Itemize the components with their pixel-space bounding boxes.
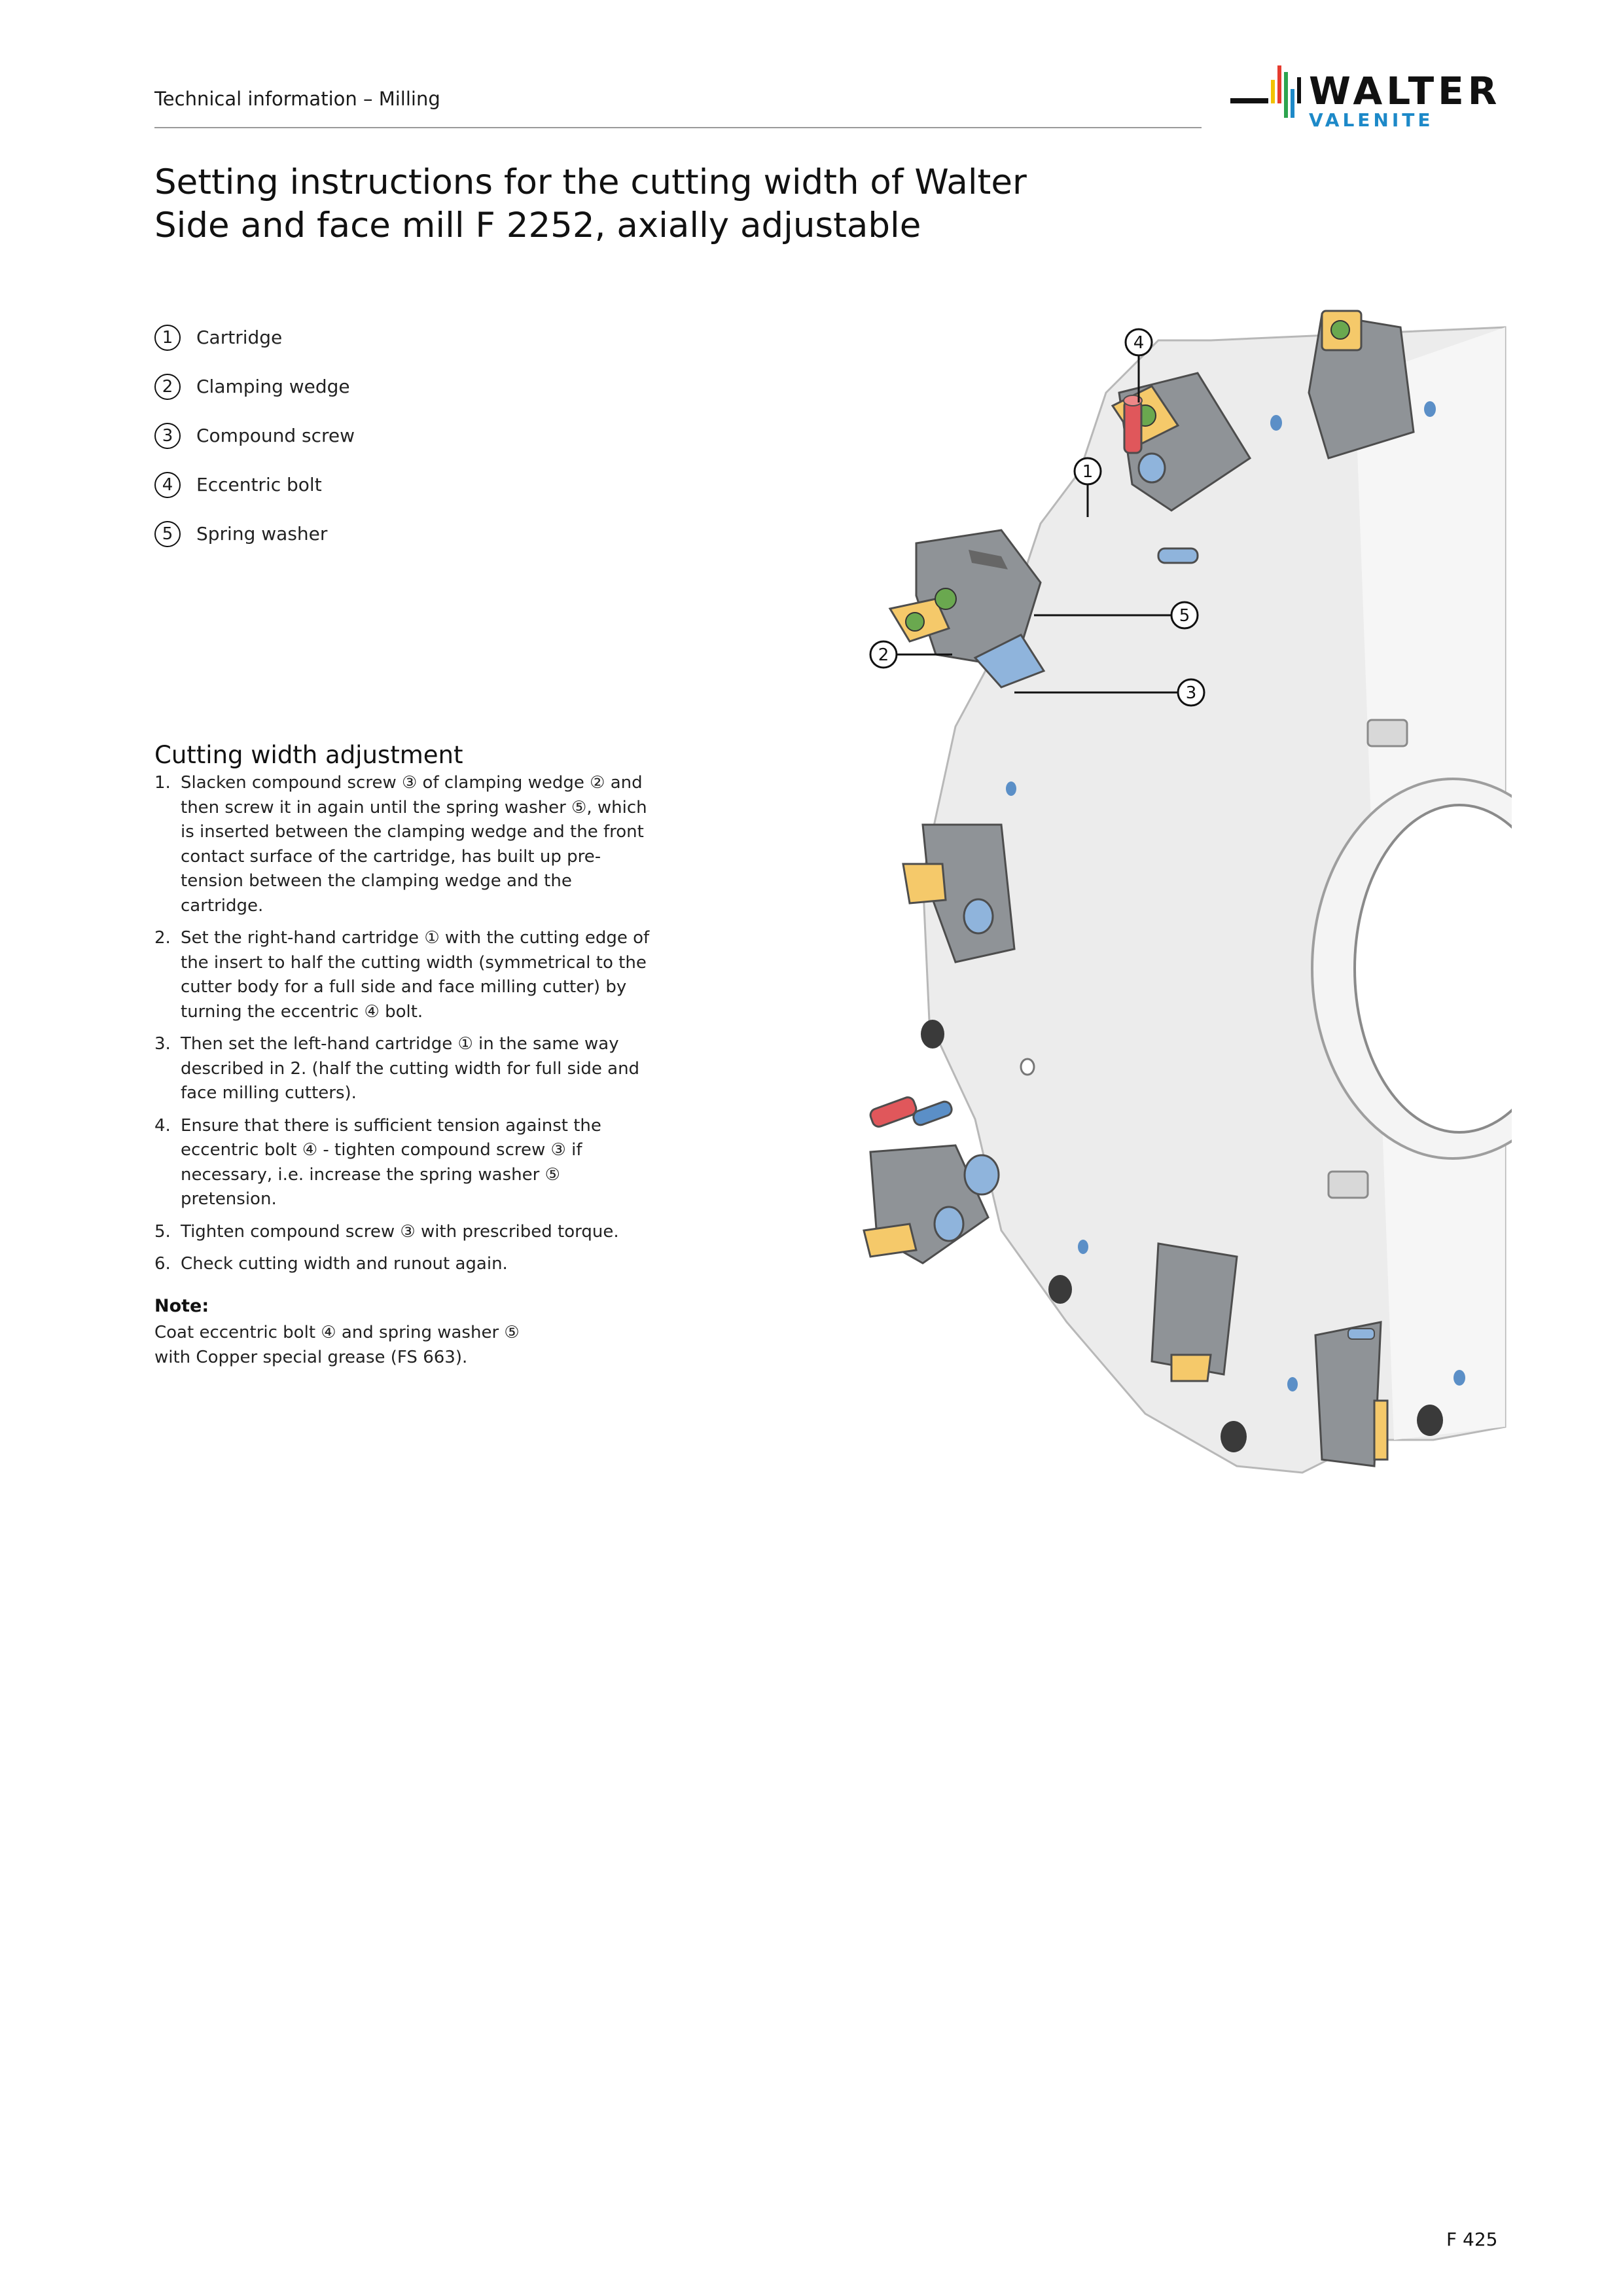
page-number: F 425 [1446, 2229, 1498, 2250]
section-title: Cutting width adjustment [154, 741, 463, 769]
callout-5 [1171, 602, 1198, 628]
legend-number: 1 [154, 325, 181, 351]
header-divider [154, 127, 1202, 128]
cartridge-exploded [890, 530, 1044, 687]
step-text: Ensure that there is sufficient tension against the eccentric bolt ④ - tighten compound screw ③ if necessary, i.e. increase the spring washer ⑤ pretension. [181, 1115, 601, 1209]
parts-legend [154, 313, 355, 558]
keyway-bottom [1329, 1172, 1368, 1198]
legend-number: 4 [154, 472, 181, 498]
callout-4 [1126, 329, 1152, 355]
step-number: 1. [154, 773, 171, 793]
walter-valenite-logo [1230, 60, 1505, 134]
callout-2 [870, 641, 897, 668]
page-title: Setting instructions for the cutting width of Walter Side and face mill F 2252, axially adjustable [154, 162, 1027, 245]
step-text: Then set the left-hand cartridge ① in the same way described in 2. (half the cutting width for full side and face milling cutters). [181, 1034, 640, 1103]
callout-1 [1075, 458, 1101, 484]
callout-number: 3 [1185, 683, 1197, 703]
note-title: Note: [154, 1296, 209, 1316]
instruction-step [154, 1220, 652, 1245]
step-text: Tighten compound screw ③ with prescribed torque. [181, 1221, 619, 1242]
legend-number: 2 [154, 374, 181, 400]
step-number: 2. [154, 928, 171, 948]
instruction-step [154, 771, 652, 918]
callout-number: 5 [1179, 606, 1190, 626]
legend-label: Clamping wedge [196, 376, 350, 397]
callout-number: 4 [1133, 333, 1145, 353]
step-text: Slacken compound screw ③ of clamping wedge ② and then screw it in again until the spring washer ⑤, which is inserted between the clamping wedge and the front contact surface of the cartridge, has built up pre-tension between the clamping wedge and the cartridge. [181, 773, 647, 916]
legend-label: Compound screw [196, 425, 355, 446]
step-number: 5. [154, 1221, 171, 1242]
logo-bars-icon [1230, 60, 1309, 134]
step-number: 6. [154, 1254, 171, 1274]
legend-label: Spring washer [196, 523, 328, 545]
instruction-step [154, 1114, 652, 1212]
legend-item-spring-washer [154, 509, 355, 558]
step-number: 3. [154, 1034, 171, 1054]
side-and-face-mill-illustration [805, 301, 1512, 1499]
step-number: 4. [154, 1115, 171, 1136]
callout-number: 2 [878, 645, 889, 665]
instruction-step [154, 926, 652, 1024]
cartridge-top-right [1309, 311, 1414, 458]
legend-item-eccentric-bolt [154, 460, 355, 509]
callout-3 [1178, 679, 1204, 706]
instruction-step [154, 1252, 652, 1277]
section-label: Technical information – Milling [154, 88, 440, 110]
eccentric-bolt-part [1124, 395, 1142, 453]
logo-subwordmark: VALENITE [1309, 109, 1434, 131]
legend-label: Cartridge [196, 327, 283, 348]
step-text: Check cutting width and runout again. [181, 1254, 508, 1274]
legend-item-clamping-wedge [154, 362, 355, 411]
spring-washer-part [1158, 548, 1198, 563]
keyway-top [1368, 720, 1407, 746]
note-text: Coat eccentric bolt ④ and spring washer ⑤ with Copper special grease (FS 663). [154, 1323, 520, 1367]
callout-number: 1 [1082, 462, 1094, 482]
legend-label: Eccentric bolt [196, 474, 322, 495]
legend-number: 3 [154, 423, 181, 449]
instruction-steps [154, 771, 652, 1285]
logo-wordmark: WALTER [1309, 69, 1501, 113]
legend-number: 5 [154, 521, 181, 547]
instruction-step [154, 1032, 652, 1106]
step-text: Set the right-hand cartridge ① with the cutting edge of the insert to half the cutting width (symmetrical to the cutter body for a full side and face milling cutter) by turning the eccentric ④ bolt. [181, 928, 650, 1022]
legend-item-cartridge [154, 313, 355, 362]
legend-item-compound-screw [154, 411, 355, 460]
cartridge-middle [903, 825, 1014, 962]
